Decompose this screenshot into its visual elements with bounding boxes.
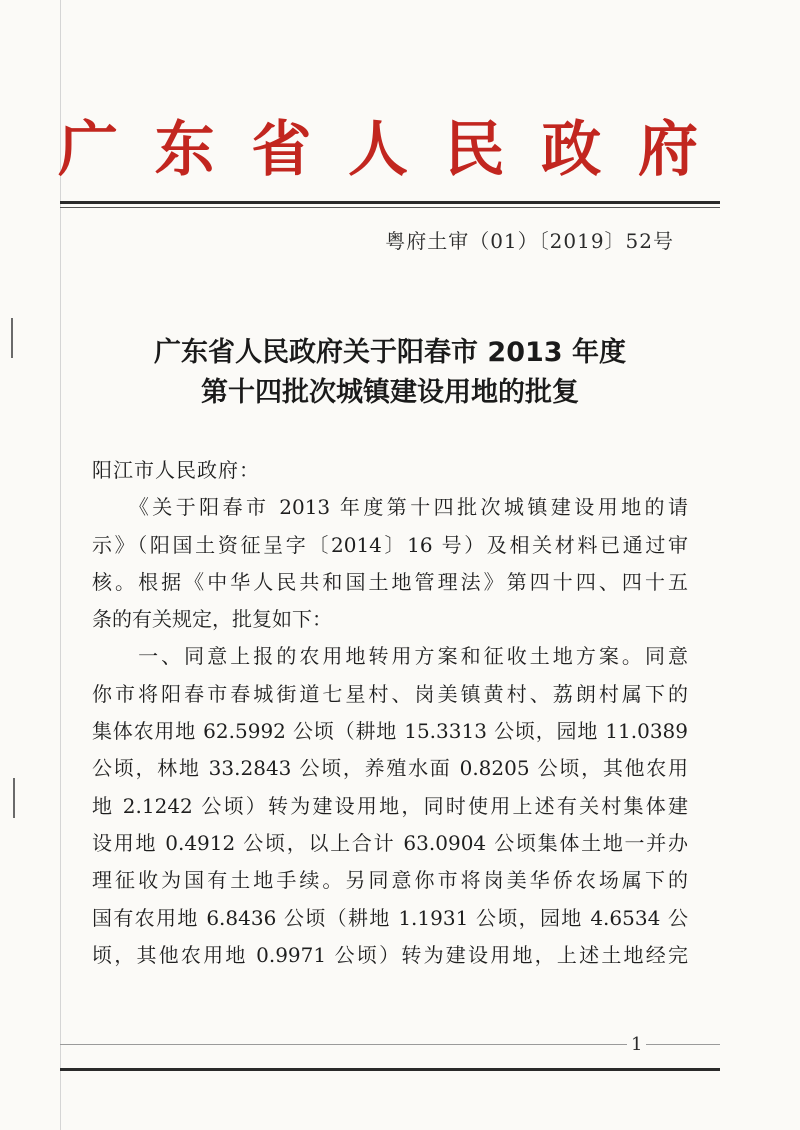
body-line: 示》（阳国土资征呈字〔2014〕16 号）及相关材料已通过审: [92, 532, 688, 557]
document-number: 粤府土审（01）〔2019〕52号: [385, 229, 674, 253]
masthead-title: [58, 110, 698, 190]
body-line: 条的有关规定，批复如下：: [92, 607, 332, 632]
body-line: 理征收为国有土地手续。另同意你市将岗美华侨农场属下的: [92, 868, 688, 893]
masthead-char: 人: [347, 115, 408, 185]
body-line: 集体农用地 62.5992 公顷（耕地 15.3313 公顷，园地 11.0389: [92, 719, 688, 744]
body-line: 核。根据《中华人民共和国土地管理法》第四十四、四十五: [92, 569, 688, 594]
scan-artifact-mark: [13, 778, 15, 818]
body-line: 地 2.1242 公顷）转为建设用地，同时使用上述有关村集体建: [92, 793, 688, 818]
body-line: 顷，其他农用地 0.9971 公顷）转为建设用地，上述土地经完: [92, 942, 688, 967]
masthead-char: 民: [444, 115, 505, 185]
masthead-char: 东: [154, 115, 215, 185]
masthead-char: 府: [637, 115, 698, 185]
title-line-2: 第十四批次城镇建设用地的批复: [201, 377, 579, 408]
page-number: 1: [627, 1034, 646, 1055]
masthead-char: 省: [251, 115, 312, 185]
body-line: 公顷，林地 33.2843 公顷，养殖水面 0.8205 公顷，其他农用: [92, 756, 688, 781]
masthead-char: 广: [58, 115, 118, 185]
document-title: [60, 333, 720, 413]
title-line-1: 广东省人民政府关于阳春市 2013 年度: [154, 337, 626, 368]
addressee: 阳江市人民政府：: [92, 458, 260, 482]
body-line: 你市将阳春市春城街道七星村、岗美镇黄村、荔朗村属下的: [92, 681, 688, 706]
footer-rule-thick: [60, 1068, 720, 1071]
scan-artifact-mark: [11, 318, 13, 358]
masthead-rule-thick: [60, 201, 720, 204]
body-line: 设用地 0.4912 公顷，以上合计 63.0904 公顷集体土地一并办: [92, 830, 688, 855]
document-body: [92, 452, 688, 974]
masthead-rule-thin: [60, 207, 720, 208]
footer-rule-thin: [60, 1044, 720, 1045]
body-line: 国有农用地 6.8436 公顷（耕地 1.1931 公顷，园地 4.6534 公: [92, 905, 688, 930]
body-line: 《关于阳春市 2013 年度第十四批次城镇建设用地的请: [92, 495, 688, 520]
masthead-char: 政: [541, 115, 602, 185]
body-line: 一、同意上报的农用地转用方案和征收土地方案。同意: [92, 644, 688, 669]
